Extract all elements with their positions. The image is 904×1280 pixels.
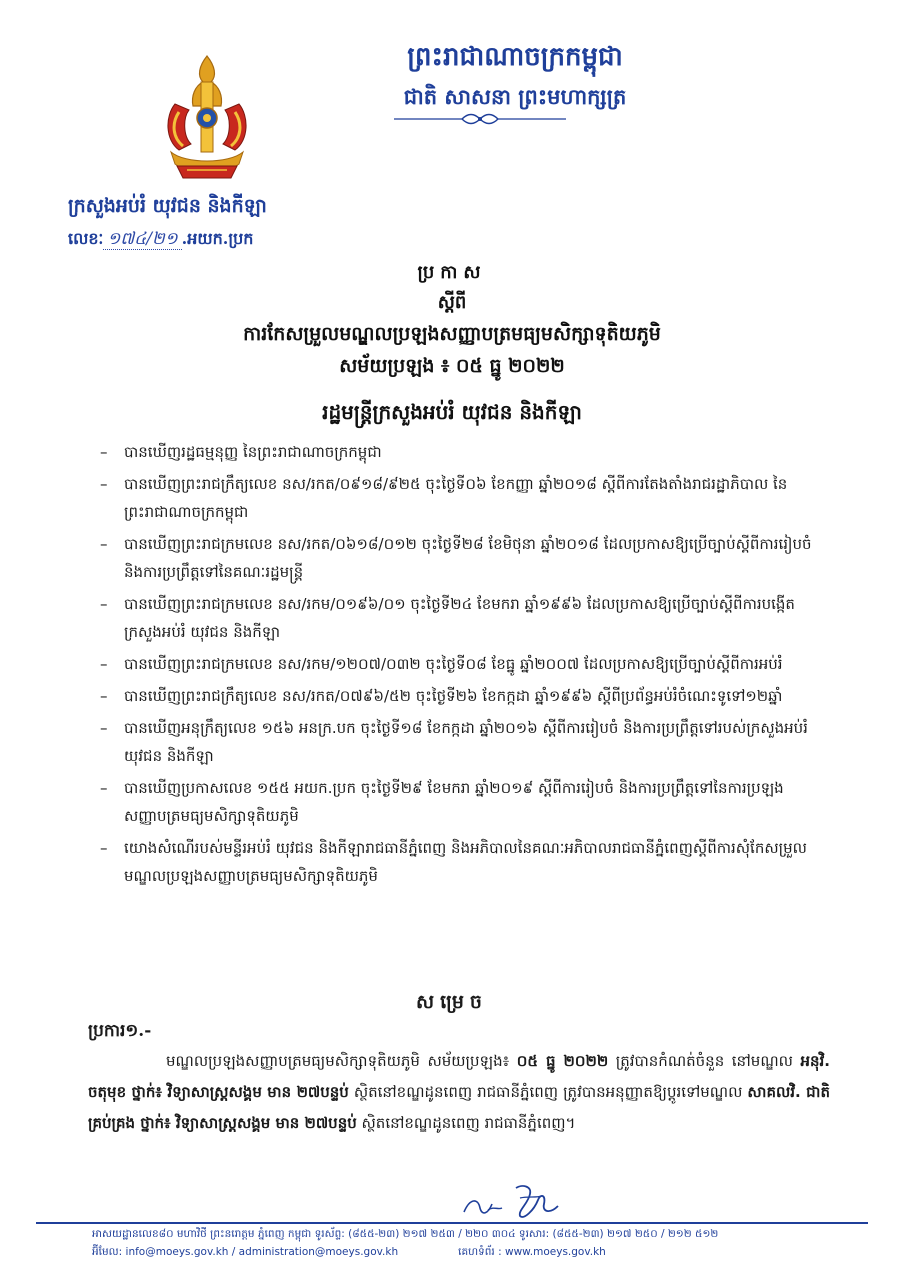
clause-item: – បានឃើញរដ្ឋធម្មនុញ្ញ នៃព្រះរាជាណាចក្រកម្ពុជា (96, 438, 826, 466)
body-session-date: ០៥ ធ្នូ ២០២២ (516, 1052, 609, 1070)
clause-item: – បានឃើញព្រះរាជក្រមលេខ នស/រកត/០៦១៨/០១២ ចុះថ្ងៃទី២៨ ខែមិថុនា ឆ្នាំ២០១៨ ដែលប្រកាសឱ្យប្រើច្បាប់ស្ដីពីការរៀបចំ និងការប្រព្រឹត្តទៅនៃគណៈរដ្ឋមន្ត្រី (96, 530, 826, 586)
body-part-4: ស្ថិតនៅខណ្ឌដូនពេញ រាជធានីភ្នំពេញ។ (356, 1114, 576, 1132)
preamble-clauses (96, 438, 826, 894)
article-body (88, 1046, 830, 1139)
clause-item: – យោងសំណើរបស់មន្ទីរអប់រំ យុវជន និងកីឡារាជធានីភ្នំពេញ និងអភិបាលនៃគណៈអភិបាលរាជធានីភ្នំពេញស្ដីពីការសុំកែសម្រួលមណ្ឌលប្រឡងសញ្ញាបត្រមធ្យមសិក្សាទុតិយភូមិ (96, 834, 826, 890)
signature-icon (458, 1180, 568, 1222)
title-regarding: ស្ដីពី (437, 292, 467, 313)
reference-label: លេខៈ (68, 229, 104, 248)
clause-item: – បានឃើញព្រះរាជក្រមលេខ នស/រកម/០១៩៦/០១ ចុះថ្ងៃទី២៤ ខែមករា ឆ្នាំ១៩៩៦ ដែលប្រកាសឱ្យប្រើច្បាប់ស្ដីពីការបង្កើតក្រសួងអប់រំ យុវជន និងកីឡា (96, 590, 826, 646)
title-subject: ការកែសម្រួលមណ្ឌលប្រឡងសញ្ញាបត្រមធ្យមសិក្សាទុតិយភូមិ (243, 323, 661, 345)
clause-item: – បានឃើញអនុក្រឹត្យលេខ ១៥៦ អនក្រ.បក ចុះថ្ងៃទី១៨ ខែកក្កដា ឆ្នាំ២០១៦ ស្ដីពីការរៀបចំ និងការប្រព្រឹត្តទៅរបស់ក្រសួងអប់រំ យុវជន និងកីឡា (96, 714, 826, 770)
kingdom-header (300, 40, 730, 112)
body-part-2: ត្រូវបានកំណត់ចំនួន នៅមណ្ឌល (608, 1052, 801, 1070)
article-label: ប្រការ១.- (88, 1021, 152, 1041)
footer-website[interactable]: គេហទំព័រ : www.moeys.gov.kh (458, 1246, 606, 1258)
document-title (120, 258, 784, 428)
royal-emblem-icon (157, 52, 257, 184)
body-new-center: សាគលវិ. ជាតិគ្រប់គ្រង ថ្នាក់៖ វិទ្យាសាស្ត្រសង្គម មាន ២៧បន្ទប់ (88, 1083, 830, 1132)
reference-number (68, 228, 253, 253)
clause-item: – បានឃើញព្រះរាជក្រឹត្យលេខ នស/រកត/០៩១៨/៩២៥ ចុះថ្ងៃទី០៦ ខែកញ្ញា ឆ្នាំ២០១៨ ស្ដីពីការតែងតាំងរាជរដ្ឋាភិបាល នៃព្រះរាជាណាចក្រកម្ពុជា (96, 470, 826, 526)
ministry-name: ក្រសួងអប់រំ យុវជន និងកីឡា (68, 195, 267, 217)
footer-email[interactable]: អ៊ីមែល: info@moeys.gov.kh / administration@moeys.gov.kh (92, 1246, 399, 1258)
clause-item: – បានឃើញព្រះរាជក្រឹត្យលេខ នស/រកត/០៧៩៦/៥២ ចុះថ្ងៃទី២៦ ខែកក្កដា ឆ្នាំ១៩៩៦ ស្ដីពីប្រព័ន្ធអប់រំចំណេះទូទៅ១២ឆ្នាំ (96, 682, 826, 710)
title-session: សម័យប្រឡង ៖ ០៥ ធ្នូ ២០២២ (339, 355, 565, 377)
clause-item: – បានឃើញប្រកាសលេខ ១៥៥ អយក.ប្រក ចុះថ្ងៃទី២៩ ខែមករា ឆ្នាំ២០១៩ ស្ដីពីការរៀបចំ និងការប្រព្រឹត្តទៅនៃការប្រឡងសញ្ញាបត្រមធ្យមសិក្សាទុតិយភូមិ (96, 774, 826, 830)
national-motto: ជាតិ សាសនា ព្រះមហាក្សត្រ (403, 84, 627, 109)
reference-suffix: .អយក.ប្រក (181, 229, 254, 248)
body-part-3: ស្ថិតនៅខណ្ឌដូនពេញ រាជធានីភ្នំពេញ ត្រូវបានអនុញ្ញាតឱ្យប្ដូរទៅមណ្ឌល (348, 1083, 748, 1101)
title-announcement: ប្រកាស (417, 262, 487, 283)
kingdom-name: ព្រះរាជាណាចក្រកម្ពុជា (407, 42, 623, 72)
footer-address: អាសយដ្ឋានលេខ៨០ មហាវិថី ព្រះនរោត្តម ភ្នំពេញ កម្ពុជា ទូរស័ព្ទ: (៨៥៥-២៣) ២១៧ ២៥៣ / ២២០ ៣០៤ ទូរសារ: (៨៥៥-២៣) ២១៧ ២៥០ / ២១២ ៥១២ (92, 1228, 719, 1240)
reference-handwritten-value: ១៧៤/២១ (103, 229, 181, 250)
body-original-center: អនុវិ. ចតុមុខ ថ្នាក់៖ វិទ្យាសាស្ត្រសង្គម មាន ២៧បន្ទប់ (88, 1052, 830, 1101)
title-minister: រដ្ឋមន្ត្រីក្រសួងអប់រំ យុវជន និងកីឡា (322, 400, 582, 424)
decision-heading: សម្រេច (416, 991, 488, 1013)
footer-divider (36, 1222, 868, 1224)
body-part-1: មណ្ឌលប្រឡងសញ្ញាបត្រមធ្យមសិក្សាទុតិយភូមិ សម័យប្រឡង៖ (166, 1052, 517, 1070)
footer-contact (92, 1244, 852, 1260)
ornament-divider-icon (392, 112, 568, 126)
clause-item: – បានឃើញព្រះរាជក្រមលេខ នស/រកម/១២០៧/០៣២ ចុះថ្ងៃទី០៨ ខែធ្នូ ឆ្នាំ២០០៧ ដែលប្រកាសឱ្យប្រើច្បាប់ស្ដីពីការអប់រំ (96, 650, 826, 678)
